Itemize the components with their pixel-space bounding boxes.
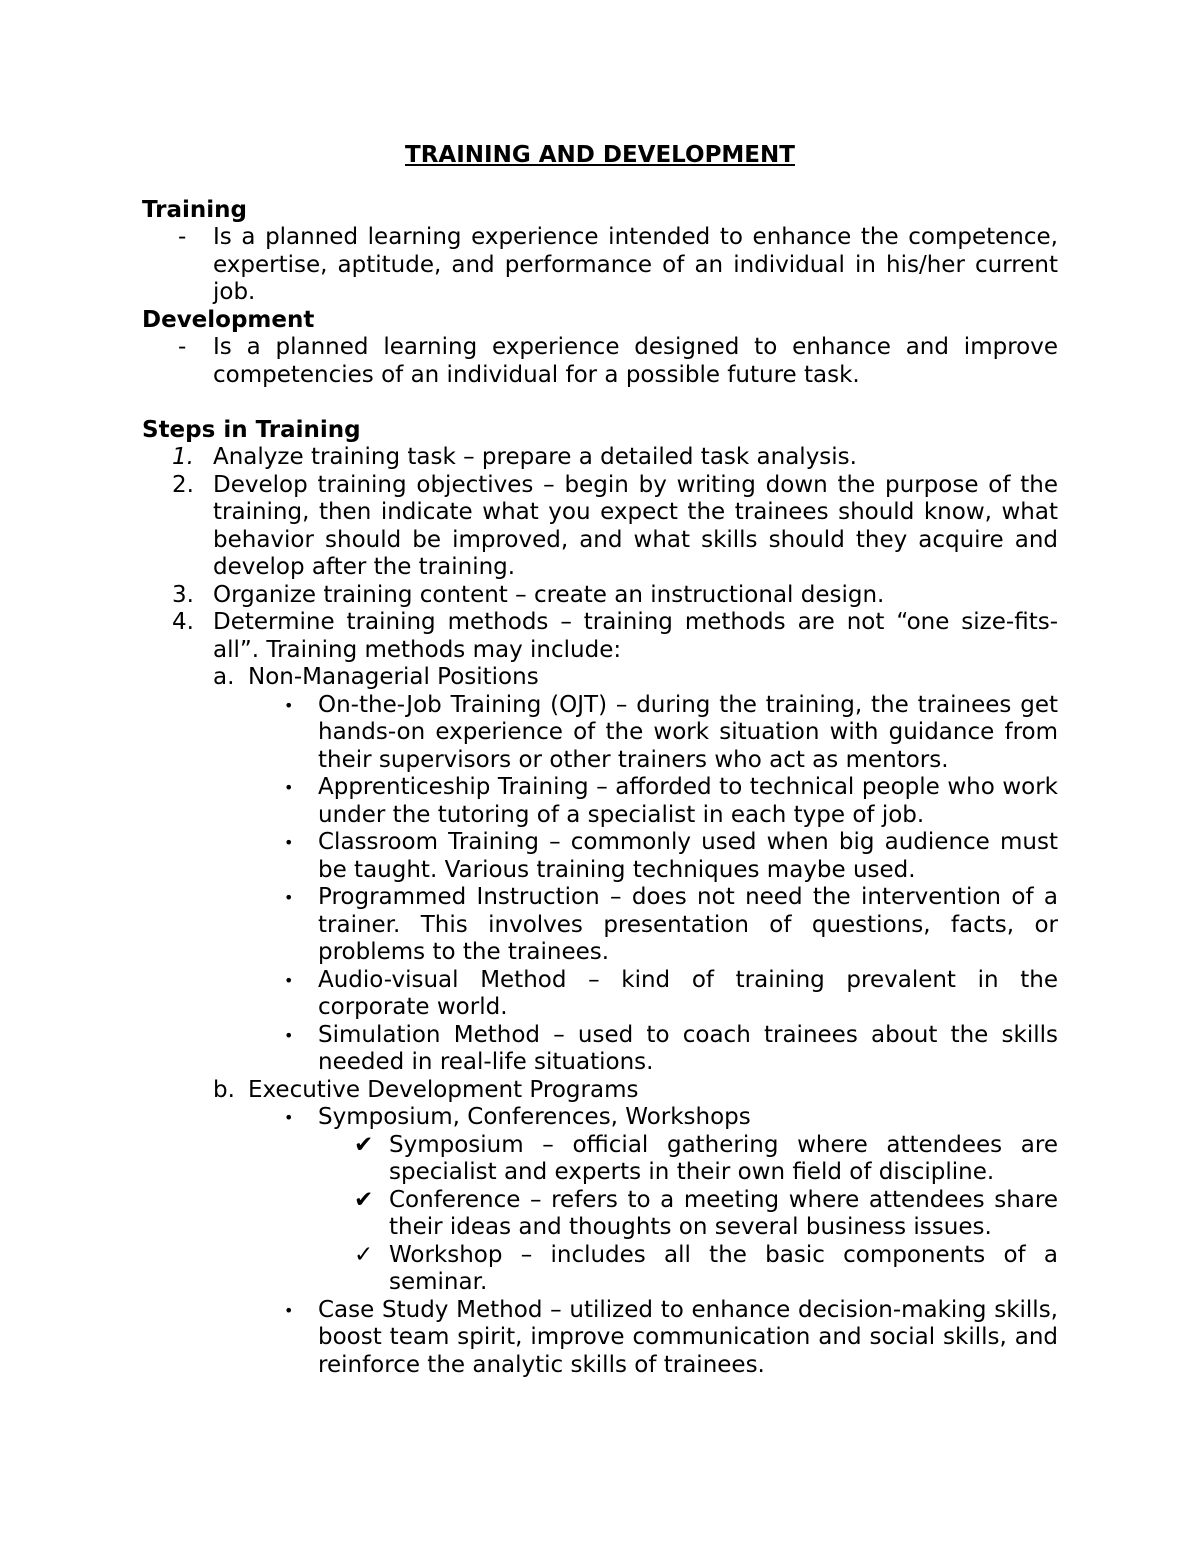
step-text: Determine training methods – training methods are not “one size-fits-all”. Training methods may include: (213, 609, 1058, 663)
check-text: Workshop – includes all the basic components of a seminar. (389, 1241, 1058, 1295)
method-text: Symposium, Conferences, Workshops (318, 1104, 751, 1130)
step-number: 1. (172, 444, 194, 470)
check-text: Symposium – official gathering where attendees are specialist and experts in their own field of discipline. (389, 1131, 1058, 1185)
bullet-icon: • (284, 695, 294, 715)
development-definition-text: Is a planned learning experience designed to enhance and improve competencies of an individual for a possible future task. (213, 334, 1058, 388)
development-definition (142, 334, 1058, 389)
method-text: Programmed Instruction – does not need the intervention of a trainer. This involves presentation of questions, facts, or problems to the trainees. (318, 884, 1058, 965)
development-heading: Development (142, 306, 315, 333)
sub-list-label: Executive Development Programs (248, 1076, 639, 1103)
step-item (142, 609, 1058, 664)
checkmark-icon: ✔ (354, 1131, 374, 1158)
method-item (142, 774, 1058, 829)
method-text: Case Study Method – utilized to enhance decision-making skills, boost team spirit, improve communication and social skills, and reinforce the analytic skills of trainees. (318, 1296, 1058, 1378)
method-text: Classroom Training – commonly used when big audience must be taught. Various training techniques maybe used. (318, 829, 1058, 883)
bullet-icon: • (284, 778, 294, 797)
bullet-icon: • (284, 1108, 294, 1127)
step-number: 2. (172, 471, 194, 498)
method-item (142, 692, 1058, 775)
step-text: Analyze training task – prepare a detailed task analysis. (213, 444, 857, 470)
check-item (142, 1132, 1058, 1187)
sub-list-executive (142, 1077, 1058, 1105)
step-item (142, 444, 1058, 472)
method-text: Audio-visual Method – kind of training prevalent in the corporate world. (318, 966, 1058, 1020)
page-title: TRAINING AND DEVELOPMENT (405, 142, 795, 168)
method-item (142, 829, 1058, 884)
method-item (142, 1297, 1058, 1380)
method-item (142, 1104, 1058, 1132)
steps-heading: Steps in Training (142, 416, 361, 443)
spacer (142, 389, 1058, 417)
document-page (142, 142, 1058, 1379)
step-text: Organize training content – create an instructional design. (213, 581, 885, 608)
bullet-icon: • (284, 1300, 294, 1320)
method-text: Simulation Method – used to coach trainees about the skills needed in real-life situations. (318, 1021, 1058, 1075)
method-item (142, 967, 1058, 1022)
bullet-icon: • (284, 1025, 294, 1045)
checkmark-icon: ✓ (354, 1241, 374, 1268)
dash-marker: - (178, 224, 187, 250)
bullet-icon: • (284, 833, 294, 852)
checkmark-icon: ✔ (354, 1186, 374, 1213)
bullet-icon: • (284, 888, 294, 907)
training-definition (142, 224, 1058, 307)
sub-letter: b. (213, 1076, 235, 1103)
method-item (142, 884, 1058, 967)
training-heading: Training (142, 196, 248, 223)
sub-list-non-managerial (142, 664, 1058, 692)
step-text: Develop training objectives – begin by writing down the purpose of the training, then indicate what you expect the trainees should know, what behavior should be improved, and what skills should they acquire and develop after the training. (213, 471, 1058, 580)
check-item (142, 1187, 1058, 1242)
step-number: 4. (172, 609, 194, 635)
training-definition-text: Is a planned learning experience intended to enhance the competence, expertise, aptitude, and performance of an individual in his/her current job. (213, 224, 1058, 305)
bullet-icon: • (284, 970, 294, 990)
sub-letter: a. (213, 664, 235, 690)
check-item (142, 1242, 1058, 1297)
method-text: Apprenticeship Training – afforded to technical people who work under the tutoring of a specialist in each type of job. (318, 774, 1058, 828)
method-item (142, 1022, 1058, 1077)
method-text: On-the-Job Training (OJT) – during the training, the trainees get hands-on experience of the work situation with guidance from their supervisors or other trainers who act as mentors. (318, 691, 1058, 773)
check-text: Conference – refers to a meeting where attendees share their ideas and thoughts on several business issues. (389, 1186, 1058, 1240)
step-number: 3. (172, 581, 194, 608)
step-item (142, 472, 1058, 582)
step-item (142, 582, 1058, 610)
sub-list-label: Non-Managerial Positions (248, 664, 539, 690)
dash-marker: - (178, 334, 187, 360)
